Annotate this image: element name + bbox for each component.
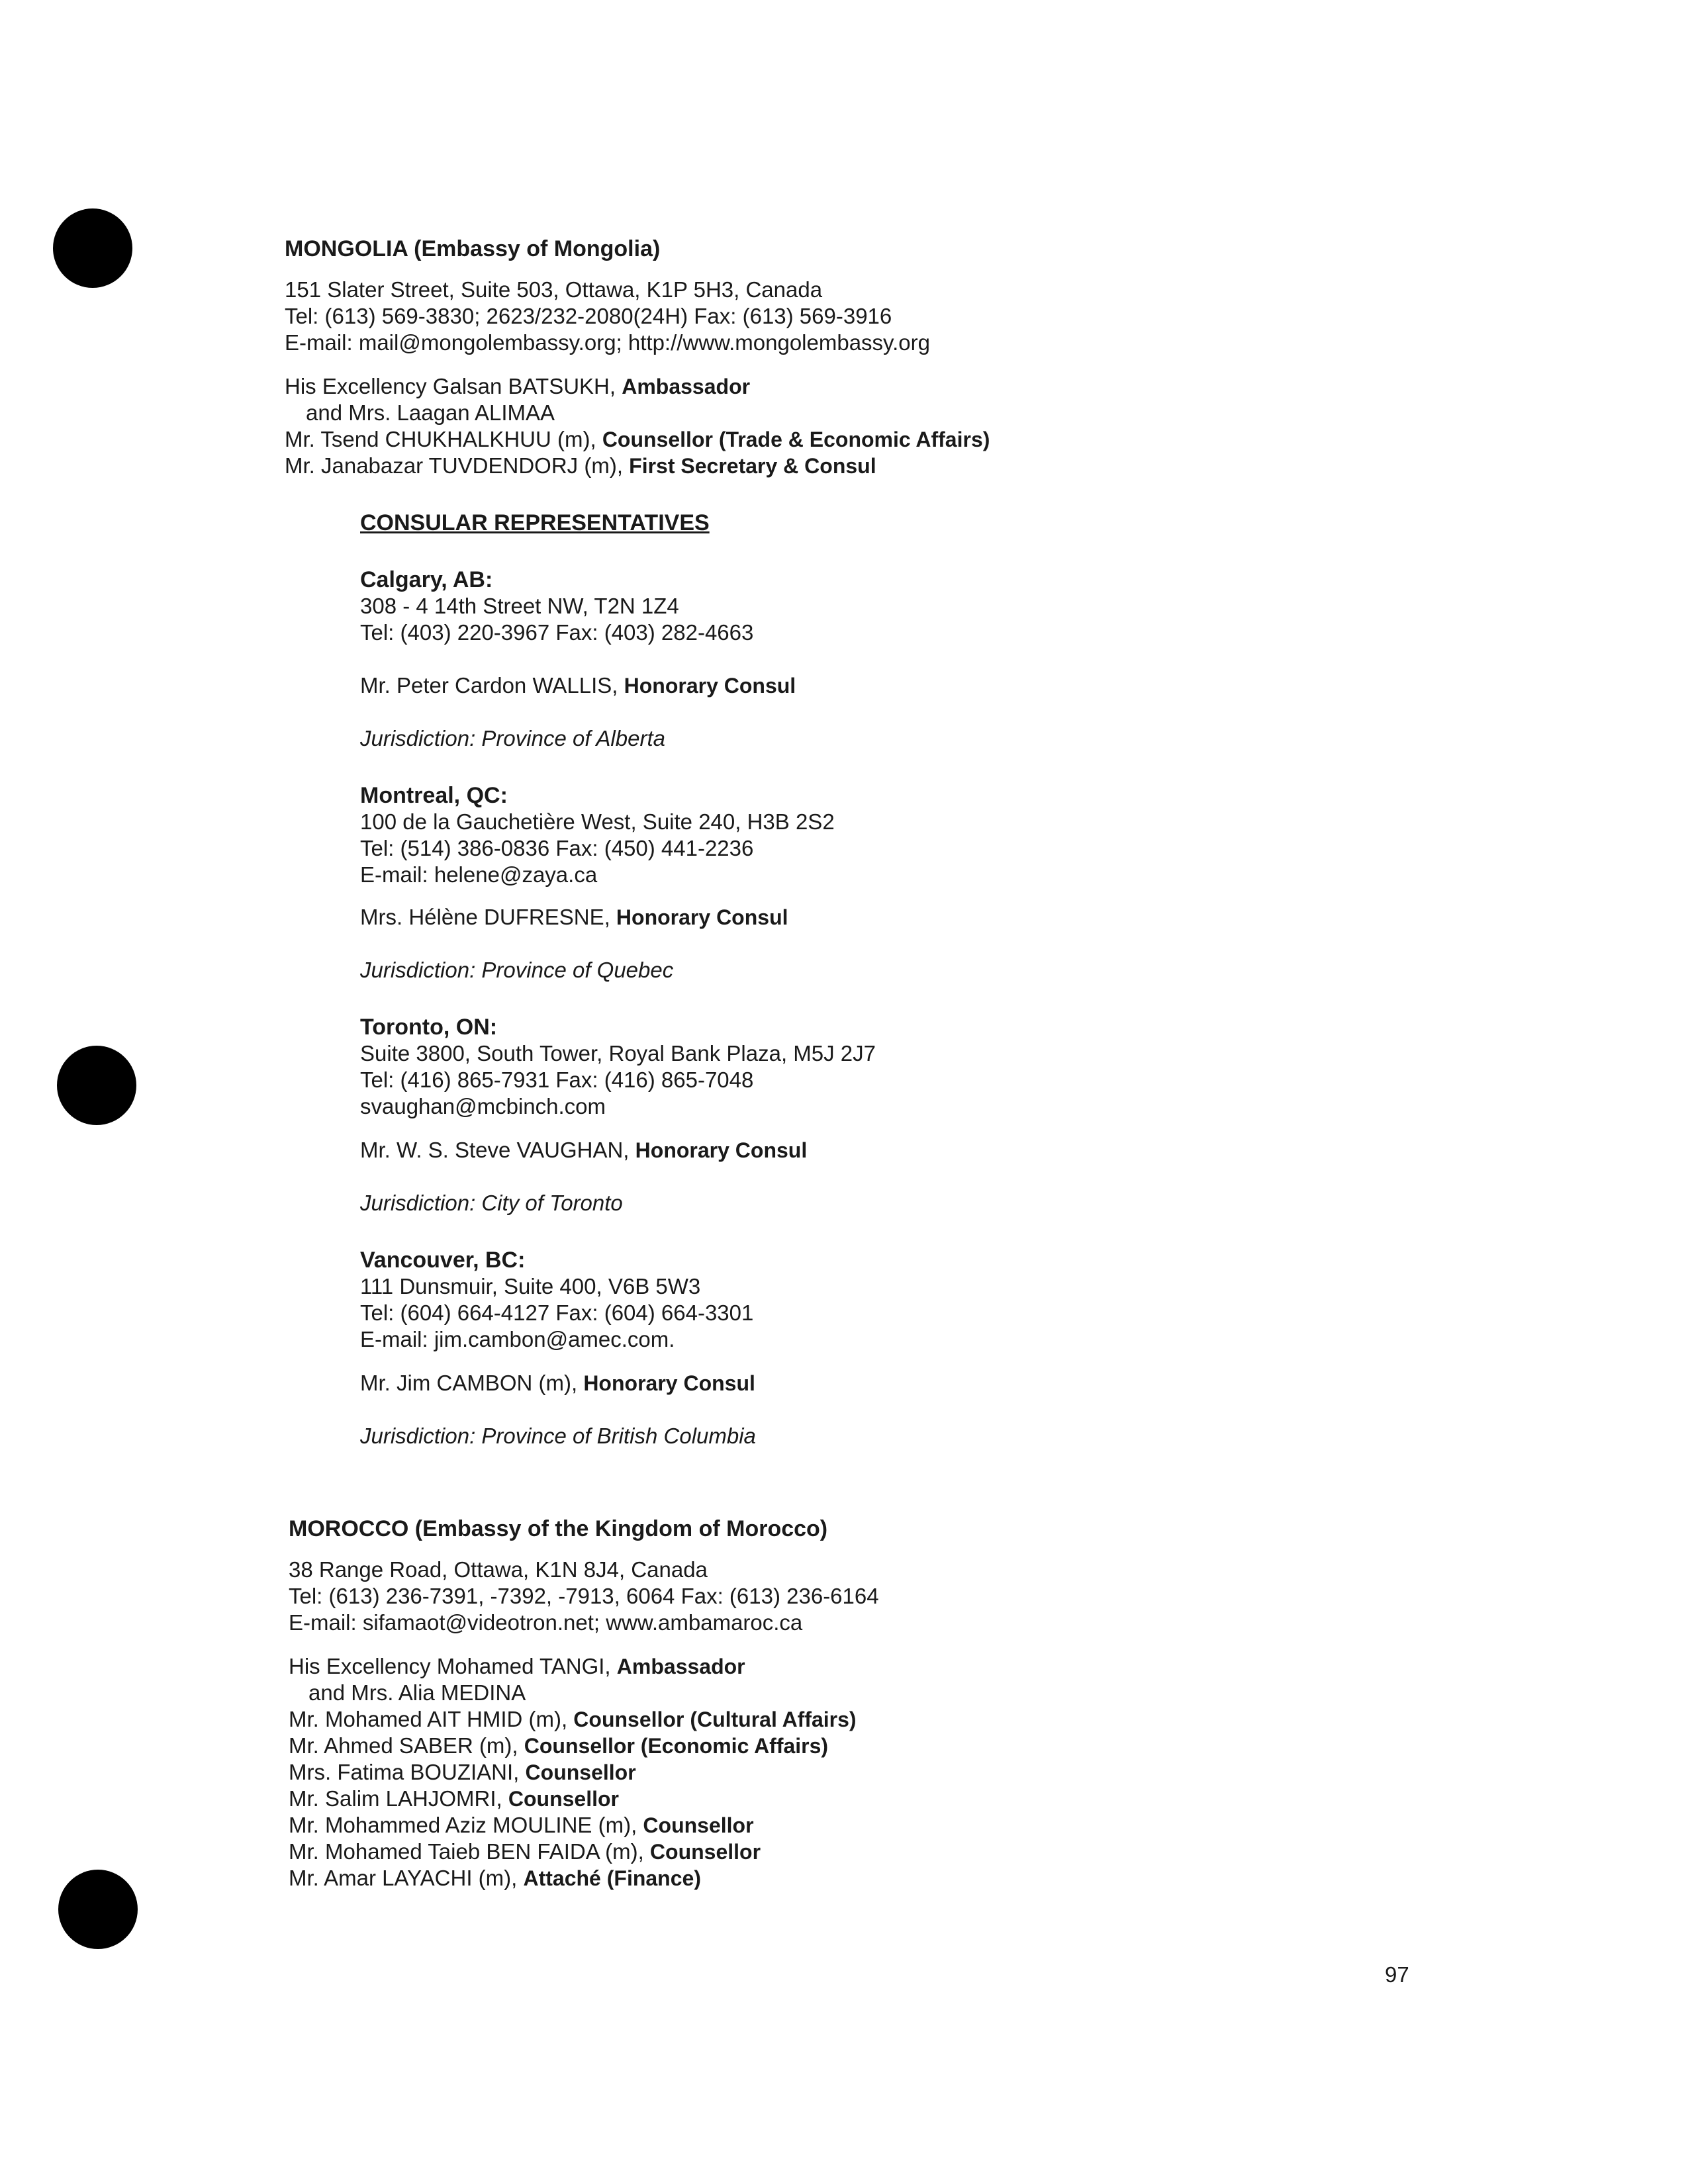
consul-title: Honorary Consul <box>616 905 788 929</box>
consulate-jurisdiction: Jurisdiction: Province of Alberta <box>360 726 665 751</box>
page-number: 97 <box>1385 1962 1409 1987</box>
consul-name: Mr. Jim CAMBON (m), <box>360 1371 578 1395</box>
consul-name: Mr. Peter Cardon WALLIS, <box>360 673 618 698</box>
consulate-city: Vancouver, BC: <box>360 1248 526 1273</box>
staff-name: Mr. Mohamed Taieb BEN FAIDA (m), <box>289 1839 644 1864</box>
staff-entry <box>289 1839 761 1865</box>
staff-title: Ambassador <box>616 1655 745 1678</box>
consul-title: Honorary Consul <box>624 674 796 698</box>
staff-title: Counsellor <box>525 1760 636 1784</box>
punch-hole-top <box>53 208 132 288</box>
consulate-jurisdiction: Jurisdiction: Province of Quebec <box>360 958 674 982</box>
staff-entry <box>289 1706 857 1733</box>
embassy-email: E-mail: mail@mongolembassy.org; http://www.mongolembassy.org <box>285 330 930 355</box>
embassy-address: 38 Range Road, Ottawa, K1N 8J4, Canada <box>289 1557 708 1582</box>
staff-title: Counsellor (Economic Affairs) <box>524 1734 829 1758</box>
staff-title: Counsellor (Cultural Affairs) <box>573 1707 857 1731</box>
consul-entry <box>360 1370 755 1396</box>
staff-name: Mrs. Fatima BOUZIANI, <box>289 1760 520 1784</box>
staff-title: Attaché (Finance) <box>523 1866 701 1890</box>
staff-entry <box>289 1733 828 1759</box>
consulate-email: E-mail: jim.cambon@amec.com. <box>360 1327 675 1351</box>
section-heading-morocco: MOROCCO (Embassy of the Kingdom of Morocco) <box>289 1516 828 1541</box>
staff-title: First Secretary & Consul <box>629 454 876 478</box>
staff-name: and Mrs. Laagan ALIMAA <box>306 400 555 425</box>
staff-name: Mr. Janabazar TUVDENDORJ (m), <box>285 453 623 478</box>
staff-entry <box>285 453 876 479</box>
consulate-city: Toronto, ON: <box>360 1015 498 1040</box>
consulate-jurisdiction: Jurisdiction: Province of British Columbia <box>360 1424 756 1448</box>
consulate-phone: Tel: (514) 386-0836 Fax: (450) 441-2236 <box>360 836 754 860</box>
staff-name: His Excellency Galsan BATSUKH, <box>285 374 616 398</box>
punch-hole-middle <box>57 1046 136 1125</box>
staff-name: Mr. Salim LAHJOMRI, <box>289 1786 502 1811</box>
consulate-email: svaughan@mcbinch.com <box>360 1094 606 1118</box>
embassy-address: 151 Slater Street, Suite 503, Ottawa, K1P 5H3, Canada <box>285 277 823 302</box>
staff-name: Mr. Mohammed Aziz MOULINE (m), <box>289 1813 637 1837</box>
staff-entry <box>285 373 750 400</box>
embassy-phone: Tel: (613) 569-3830; 2623/232-2080(24H) Fax: (613) 569-3916 <box>285 304 892 328</box>
staff-name: Mr. Ahmed SABER (m), <box>289 1733 518 1758</box>
consul-entry <box>360 904 788 931</box>
staff-title: Ambassador <box>622 375 751 398</box>
consulate-address: 111 Dunsmuir, Suite 400, V6B 5W3 <box>360 1274 701 1298</box>
staff-name: His Excellency Mohamed TANGI, <box>289 1654 611 1678</box>
staff-entry <box>289 1653 745 1680</box>
staff-entry <box>308 1680 526 1706</box>
consul-entry <box>360 1137 807 1163</box>
consulate-phone: Tel: (604) 664-4127 Fax: (604) 664-3301 <box>360 1300 754 1325</box>
consul-title: Honorary Consul <box>635 1138 808 1162</box>
consular-heading: CONSULAR REPRESENTATIVES <box>360 510 710 535</box>
staff-entry <box>289 1812 754 1839</box>
consul-entry <box>360 672 796 699</box>
staff-entry <box>289 1759 636 1786</box>
staff-name: Mr. Tsend CHUKHALKHUU (m), <box>285 427 596 451</box>
embassy-email: E-mail: sifamaot@videotron.net; www.ambamaroc.ca <box>289 1610 803 1635</box>
consulate-address: 308 - 4 14th Street NW, T2N 1Z4 <box>360 594 679 618</box>
consulate-email: E-mail: helene@zaya.ca <box>360 862 598 887</box>
embassy-phone: Tel: (613) 236-7391, -7392, -7913, 6064 Fax: (613) 236-6164 <box>289 1584 879 1608</box>
consulate-address: Suite 3800, South Tower, Royal Bank Plaza, M5J 2J7 <box>360 1041 876 1066</box>
consul-name: Mrs. Hélène DUFRESNE, <box>360 905 610 929</box>
staff-title: Counsellor (Trade & Economic Affairs) <box>602 428 990 451</box>
section-heading-mongolia: MONGOLIA (Embassy of Mongolia) <box>285 236 661 261</box>
consulate-city: Calgary, AB: <box>360 567 493 592</box>
consul-title: Honorary Consul <box>583 1371 755 1395</box>
punch-hole-bottom <box>58 1870 138 1949</box>
consulate-phone: Tel: (403) 220-3967 Fax: (403) 282-4663 <box>360 620 754 645</box>
consulate-jurisdiction: Jurisdiction: City of Toronto <box>360 1191 623 1215</box>
staff-title: Counsellor <box>643 1813 754 1837</box>
consulate-city: Montreal, QC: <box>360 783 508 808</box>
consulate-address: 100 de la Gauchetière West, Suite 240, H3B 2S2 <box>360 809 835 834</box>
staff-entry <box>289 1865 701 1891</box>
staff-entry <box>289 1786 619 1812</box>
consul-name: Mr. W. S. Steve VAUGHAN, <box>360 1138 630 1162</box>
staff-name: and Mrs. Alia MEDINA <box>308 1680 526 1705</box>
consulate-phone: Tel: (416) 865-7931 Fax: (416) 865-7048 <box>360 1068 754 1092</box>
staff-entry <box>285 426 990 453</box>
staff-title: Counsellor <box>649 1840 761 1864</box>
staff-name: Mr. Amar LAYACHI (m), <box>289 1866 518 1890</box>
staff-title: Counsellor <box>508 1787 619 1811</box>
staff-name: Mr. Mohamed AIT HMID (m), <box>289 1707 568 1731</box>
staff-entry <box>306 400 555 426</box>
